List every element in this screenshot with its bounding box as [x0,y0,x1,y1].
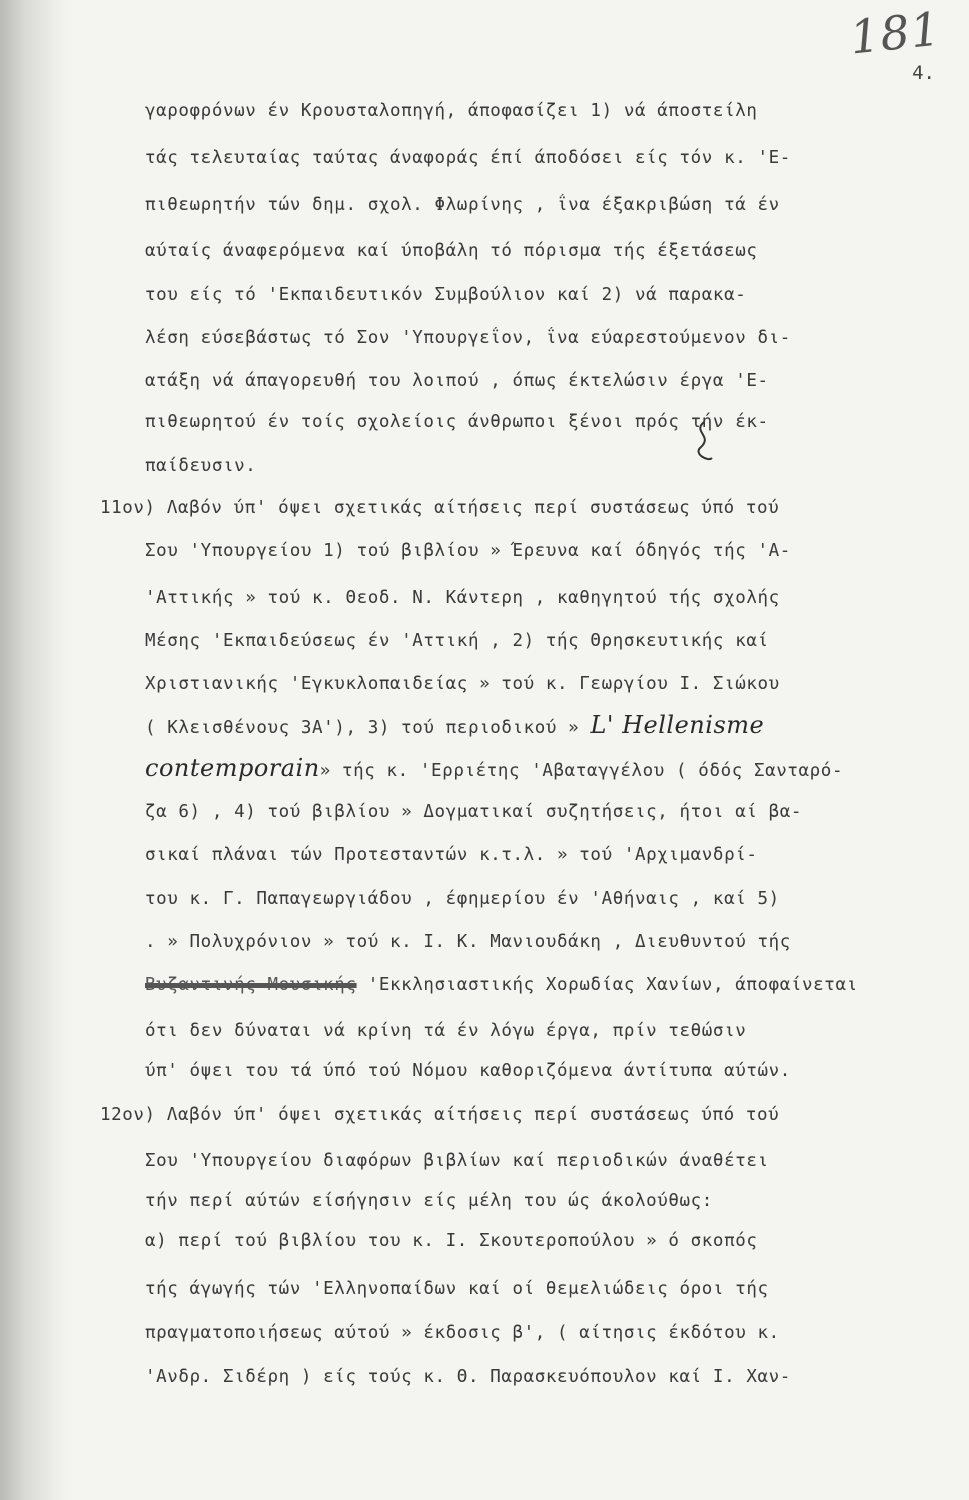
line-text: 'Εκκλησιαστικής Χορωδίας Χανίων, άποφαίνεται [367,975,858,995]
line-text: Σου 'Υπουργείου διαφόρων βιβλίων καί περιοδικών άναθέτει [145,1151,769,1171]
text-line [100,497,900,519]
text-line [145,455,945,477]
text-line [145,1278,945,1300]
line-text: του είς τό 'Εκπαιδευτικόν Συμβούλιον καί 2) νά παρακα- [145,285,747,305]
text-line [145,147,945,169]
line-text: ζα 6) , 4) τού βιβλίου » Δογματικαί συζητήσεις, ήτοι αί βα- [145,802,803,822]
text-line [145,327,945,349]
line-text: Σου 'Υπουργείου 1) τού βιβλίου » Έρευνα καί όδηγός τής 'Α- [145,541,791,561]
line-text: ( Κλεισθένους 3Α'), 3) τού περιοδικού » [145,718,580,738]
line-text: αύταίς άναφερόμενα καί ύποβάλη τό πόρισμα τής έξετάσεως [145,241,758,261]
line-text: πραγματοποιήσεως αύτού » έκδοσις β', ( αίτησις έκδότου κ. [145,1323,780,1343]
line-text: . » Πολυχρόνιον » τού κ. Ι. Κ. Μανιουδάκη , Διευθυντού τής [145,932,791,952]
text-line [145,1020,945,1042]
handwritten-text: L' Hellenisme [590,714,765,739]
handwritten-text: contemporain [145,757,320,782]
text-line [145,194,945,216]
line-text: 'Αττικής » τού κ. Θεοδ. Ν. Κάντερη , καθηγητού τής σχολής [145,588,780,608]
line-text: παίδευσιν. [145,456,257,476]
text-line [145,100,945,122]
text-line [145,587,945,609]
text-line [145,757,945,782]
text-line [145,284,945,306]
line-text: τής άγωγής τών 'Ελληνοπαίδων καί οί θεμελιώδεις όροι τής [145,1279,769,1299]
line-text: ύπ' όψει του τά ύπό τού Νόμου καθοριζόμενα άντίτυπα αύτών. [145,1061,791,1081]
text-line [100,1104,900,1126]
folio-number: 181 [847,1,944,65]
line-text: του κ. Γ. Παπαγεωργιάδου , έφημερίου έν 'Αθήναις , καί 5) [145,889,780,909]
line-text: τάς τελευταίας ταύτας άναφοράς έπί άποδόσει είς τόν κ. 'Ε- [145,148,791,168]
text-line [145,411,945,433]
text-line [145,931,945,953]
text-line [145,1230,945,1252]
line-text: πιθεωρητού έν τοίς σχολείοις άνθρωποι ξένοι πρός τήν έκ- [145,412,769,432]
text-line [145,370,945,392]
struck-text: Βυζαντινής Μουσικής [145,975,357,995]
item-number: 11ον) [100,498,167,518]
text-line [145,974,945,996]
text-line [145,240,945,262]
text-line [145,1060,945,1082]
line-text: Χριστιανικής 'Εγκυκλοπαιδείας » τού κ. Γεωργίου Ι. Σιώκου [145,674,780,694]
line-text: σικαί πλάναι τών Προτεσταντών κ.τ.λ. » τού 'Αρχιμανδρί- [145,845,758,865]
item-number: 12ον) [100,1105,167,1125]
text-line [145,1366,945,1388]
line-text: πιθεωρητήν τών δημ. σχολ. Φλωρίνης , ΐνα έξακριβώση τά έν [145,195,780,215]
line-text: 'Ανδρ. Σιδέρη ) είς τούς κ. Θ. Παρασκευόπουλον καί Ι. Χαν- [145,1367,791,1387]
line-text: Μέσης 'Εκπαιδεύσεως έν 'Αττική , 2) τής Θρησκευτικής καί [145,631,769,651]
line-text: Λαβόν ύπ' όψει σχετικάς αίτήσεις περί συστάσεως ύπό τού [166,1105,780,1125]
text-line [145,888,945,910]
binding-shadow [0,0,70,1500]
text-line [145,844,945,866]
text-line [145,673,945,695]
line-text: γαροφρόνων έν Κρουσταλοπηγή, άποφασίζει 1) νά άποστείλη [145,101,758,121]
line-text: » τής κ. 'Ερριέτης 'Αβαταγγέλου ( όδός Σανταρό- [319,761,844,781]
text-line [145,540,945,562]
text-line [145,630,945,652]
text-line [145,714,945,739]
line-text: ατάξη νά άπαγορευθή του λοιπού , όπως έκτελώσιν έργα 'Ε- [145,371,769,391]
text-line [145,1150,945,1172]
line-text: Λαβόν ύπ' όψει σχετικάς αίτήσεις περί συστάσεως ύπό τού [166,498,780,518]
line-text: ότι δεν δύναται νά κρίνη τά έν λόγω έργα, πρίν τεθώσιν [145,1021,747,1041]
line-text: λέση εύσεβάστως τό Σον 'Υπουργεΐον, ΐνα εύαρεστούμενον δι- [145,328,791,348]
text-line [145,1322,945,1344]
page-number: 4. [912,62,935,84]
line-text: τήν περί αύτών είσήγησιν είς μέλη του ώς άκολούθως: [145,1191,713,1211]
line-text: α) περί τού βιβλίου του κ. Ι. Σκουτεροπούλου » ό σκοπός [145,1231,758,1251]
text-line [145,801,945,823]
text-line [145,1190,945,1212]
